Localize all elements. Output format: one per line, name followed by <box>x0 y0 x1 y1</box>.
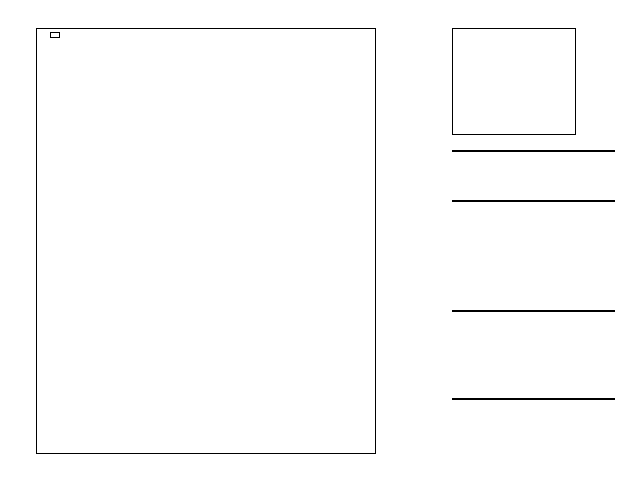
wind-barb-column <box>414 28 448 454</box>
most-unstable-table <box>452 310 615 312</box>
sounding-diagram <box>36 28 376 454</box>
hodograph-table <box>452 398 615 400</box>
hodograph-panel <box>452 28 576 135</box>
skewt-svg <box>37 29 375 453</box>
indices-table <box>452 150 615 152</box>
legend <box>50 32 60 38</box>
surface-table <box>452 200 615 202</box>
wind-barbs-svg <box>414 28 448 454</box>
hodograph-svg <box>453 29 575 134</box>
